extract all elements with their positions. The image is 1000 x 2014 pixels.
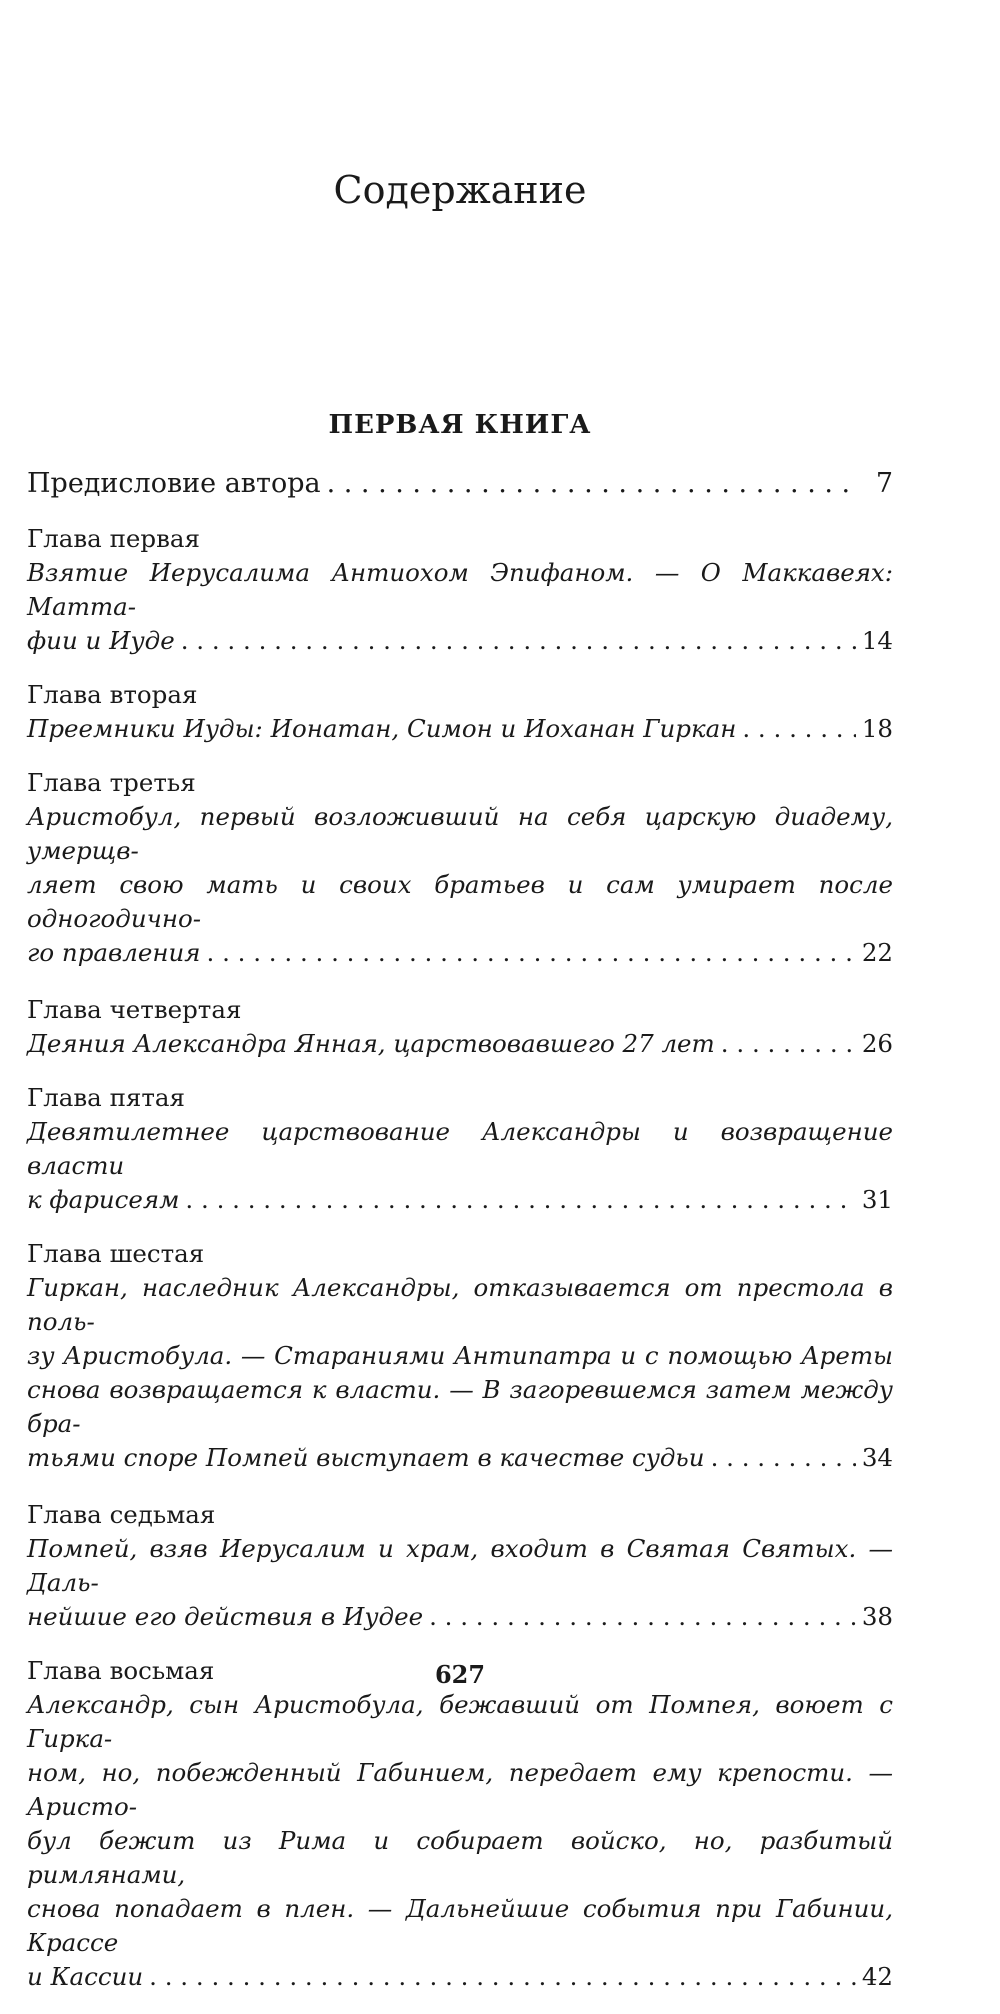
dot-leader	[207, 936, 856, 970]
chapter-page-number: 14	[861, 626, 893, 655]
chapter-description-end: Преемники Иуды: Ионатан, Симон и Иоханан Гиркан	[27, 714, 737, 743]
chapter-last-line	[27, 1027, 893, 1061]
chapter-last-line	[27, 936, 893, 970]
chapter-entry[interactable]	[27, 678, 893, 746]
chapter-heading: Глава пятая	[27, 1083, 185, 1112]
chapter-heading: Глава вторая	[27, 680, 198, 709]
chapter-description-end: го правления	[27, 938, 201, 967]
chapter-heading: Глава седьмая	[27, 1500, 216, 1529]
dot-leader	[327, 466, 859, 502]
chapter-description-line: Александр, сын Аристобула, бежавший от Помпея, воюет с Гирка-	[27, 1690, 893, 1753]
chapter-entry[interactable]	[27, 1498, 893, 1634]
chapter-description-end: нейшие его действия в Иудее	[27, 1602, 424, 1631]
chapter-list	[27, 522, 893, 1994]
chapter-description-line: ляет свою мать и своих братьев и сам умирает после одногодично-	[27, 870, 893, 933]
chapter-entry[interactable]	[27, 1081, 893, 1217]
chapter-description-line: бул бежит из Рима и собирает войско, но, разбитый римлянами,	[27, 1826, 893, 1889]
chapter-last-line	[27, 1600, 893, 1634]
preface-page-number: 7	[875, 468, 893, 499]
book-title: ПЕРВАЯ КНИГА	[328, 410, 592, 440]
dot-leader	[185, 1183, 855, 1217]
chapter-description-line: Девятилетнее царствование Александры и возвращение власти	[27, 1117, 893, 1180]
chapter-entry[interactable]	[27, 766, 893, 970]
chapter-page-number: 18	[861, 714, 893, 743]
chapter-description-end: к фарисеям	[27, 1185, 180, 1214]
dot-leader	[149, 1960, 856, 1994]
chapter-heading: Глава третья	[27, 768, 196, 797]
chapter-last-line	[27, 712, 893, 746]
chapter-heading: Глава первая	[27, 524, 200, 553]
chapter-description-end: Деяния Александра Янная, царствовавшего 27 лет	[27, 1029, 715, 1058]
chapter-last-line	[27, 1183, 893, 1217]
chapter-last-line	[27, 624, 893, 658]
dot-leader	[721, 1027, 856, 1061]
chapter-description-line: ном, но, побежденный Габинием, передает ему крепости. — Аристо-	[27, 1758, 893, 1821]
dot-leader	[429, 1600, 856, 1634]
chapter-heading: Глава шестая	[27, 1239, 205, 1268]
page-title: Содержание	[333, 168, 587, 212]
chapter-description-end: и Кассии	[27, 1962, 144, 1991]
dot-leader	[181, 624, 856, 658]
chapter-description-line: Помпей, взяв Иерусалим и храм, входит в Святая Святых. — Даль-	[27, 1534, 893, 1597]
chapter-last-line	[27, 1441, 893, 1475]
chapter-page-number: 34	[861, 1443, 893, 1472]
preface-entry[interactable]	[27, 466, 893, 502]
chapter-description-line: Аристобул, первый возложивший на себя царскую диадему, умерщв-	[27, 802, 893, 865]
chapter-description-line: Гиркан, наследник Александры, отказывается от престола в поль-	[27, 1273, 893, 1336]
chapter-description-end: фии и Иуде	[27, 626, 175, 655]
page-number: 627	[434, 1660, 486, 1689]
chapter-entry[interactable]	[27, 522, 893, 658]
chapter-description-line: зу Аристобула. — Стараниями Антипатра и с помощью Ареты	[27, 1341, 893, 1370]
chapter-page-number: 22	[861, 938, 893, 967]
chapter-heading: Глава четвертая	[27, 995, 242, 1024]
chapter-page-number: 31	[861, 1185, 893, 1214]
chapter-entry[interactable]	[27, 1237, 893, 1475]
dot-leader	[742, 712, 855, 746]
dot-leader	[711, 1441, 856, 1475]
chapter-last-line	[27, 1960, 893, 1994]
chapter-description-line: снова возвращается к власти. — В загоревшемся затем между бра-	[27, 1375, 893, 1438]
chapter-heading: Глава восьмая	[27, 1656, 215, 1685]
table-of-contents	[27, 466, 893, 2014]
chapter-page-number: 26	[861, 1029, 893, 1058]
chapter-entry[interactable]	[27, 1654, 893, 1994]
chapter-description-end: тьями споре Помпей выступает в качестве судьи	[27, 1443, 705, 1472]
chapter-page-number: 42	[861, 1962, 893, 1991]
chapter-description-line: Взятие Иерусалима Антиохом Эпифаном. — О Маккавеях: Матта-	[27, 558, 893, 621]
chapter-entry[interactable]	[27, 993, 893, 1061]
chapter-description-line: снова попадает в плен. — Дальнейшие события при Габинии, Крассе	[27, 1894, 893, 1957]
chapter-page-number: 38	[861, 1602, 893, 1631]
preface-label: Предисловие автора	[27, 468, 321, 499]
